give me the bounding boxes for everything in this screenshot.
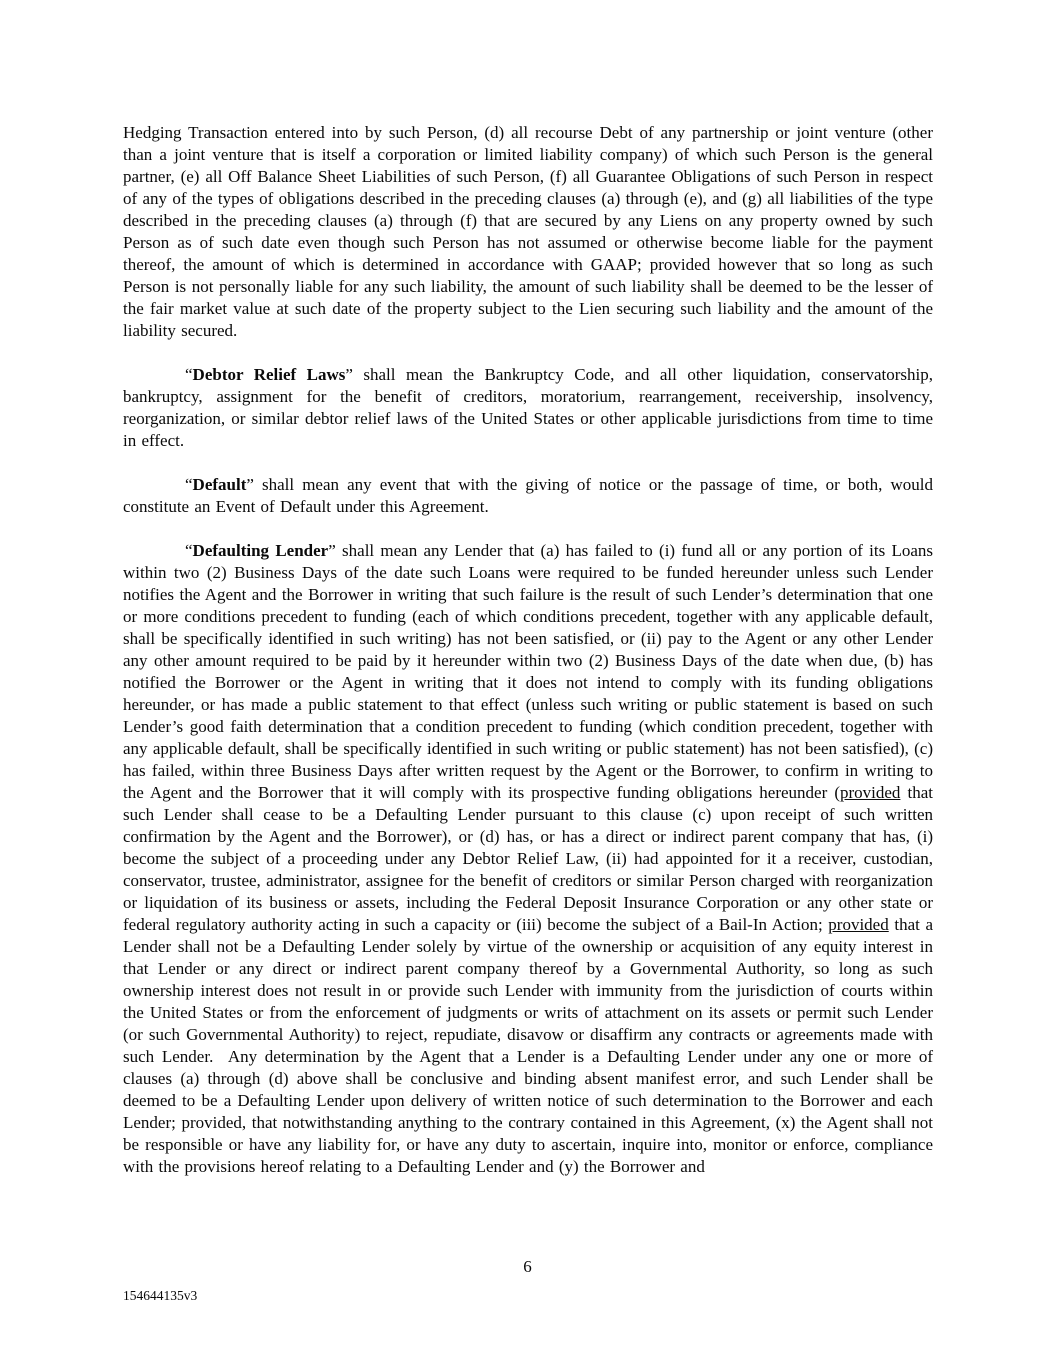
paragraph [123, 474, 933, 518]
paragraph [123, 122, 933, 342]
body-text: “ [185, 541, 193, 560]
underlined-text: provided [828, 915, 889, 934]
body-text: “ [185, 475, 193, 494]
underlined-text: provided [839, 783, 901, 802]
page-number: 6 [523, 1257, 532, 1276]
body-text: that a Lender shall not be a Defaulting Lender solely by virtue of the ownership or acquisition of any equity interest in that Lender or any direct or indirect parent company thereof by a Governmental Authority, so long as such ownership interest does not result in or provide such Lender with immunity from the jurisdiction of courts within the United States or from the enforcement of judgments or writs of attachment on its assets or permit such Lender (or such Governmental Authority) to reject, repudiate, disavow or disaffirm any contracts or agreements made with such Lender. Any determination by the Agent that a Lender is a Defaulting Lender under any one or more of clauses (a) through (d) above shall be conclusive and binding absent manifest error, and such Lender shall be deemed to be a Defaulting Lender upon delivery of written notice of such determination to the Borrower and each Lender; provided, that notwithstanding anything to the contrary contained in this Agreement, (x) the Agent shall not be responsible or have any liability for, or have any duty to ascertain, inquire into, monitor or enforce, compliance with the provisions hereof relating to a Defaulting Lender and (y) the Borrower and [123, 915, 933, 1176]
body-text: ” shall mean the Bankruptcy Code, and all other liquidation, conservatorship, bankruptcy, assignment for the benefit of creditors, moratorium, rearrangement, receivership, insolvency, reorganization, or similar debtor relief laws of the United States or other applicable jurisdictions from time to time in effect. [123, 365, 933, 450]
body-text: ” shall mean any event that with the giving of notice or the passage of time, or both, would constitute an Event of Default under this Agreement. [123, 475, 933, 516]
defined-term: Defaulting Lender [192, 541, 329, 560]
body-text: “ [185, 365, 193, 384]
paragraph [123, 364, 933, 452]
defined-term: Debtor Relief Laws [192, 365, 346, 384]
paragraph [123, 540, 933, 1178]
document-id-footer: 154644135v3 [123, 1288, 198, 1303]
body-text: ” shall mean any Lender that (a) has failed to (i) fund all or any portion of its Loans within two (2) Business Days of the date such Loans were required to be funded hereunder unless such Lender notifies the Agent and the Borrower in writing that such failure is the result of such Lender’s determination that one or more conditions precedent to funding (each of which conditions precedent, together with any applicable default, shall be specifically identified in such writing) has not been satisfied, or (ii) pay to the Agent or any other Lender any other amount required to be paid by it hereunder within two (2) Business Days of the date when due, (b) has notified the Borrower or the Agent in writing that it does not intend to comply with its funding obligations hereunder, or has made a public statement to that effect (unless such writing or public statement is based on such Lender’s good faith determination that a condition precedent to funding (which condition precedent, together with any applicable default, shall be specifically identified in such writing or public statement) has not been satisfied), (c) has failed, within three Business Days after written request by the Agent or the Borrower, to confirm in writing to the Agent and the Borrower that it will comply with its prospective funding obligations hereunder ( [123, 541, 934, 802]
body-text: Hedging Transaction entered into by such Person, (d) all recourse Debt of any partnership or joint venture (other than a joint venture that is itself a corporation or limited liability company) of which such Person is the general partner, (e) all Off Balance Sheet Liabilities of such Person, (f) all Guarantee Obligations of such Person in respect of any of the types of obligations described in the preceding clauses (a) through (e), and (g) all liabilities of the type described in the preceding clauses (a) through (f) that are secured by any Liens on any property owned by such Person as of such date even though such Person has not assumed or otherwise become liable for the payment thereof, the amount of which is determined in accordance with GAAP; provided however that so long as such Person is not personally liable for any such liability, the amount of such liability shall be deemed to be the lesser of the fair market value at such date of the property subject to the Lien securing such liability and the amount of the liability secured. [123, 123, 933, 340]
defined-term: Default [192, 475, 247, 494]
document-body [123, 122, 933, 1200]
body-text: that such Lender shall cease to be a Defaulting Lender pursuant to this clause (c) upon receipt of such written confirmation by the Agent and the Borrower), or (d) has, or has a direct or indirect parent company that has, (i) become the subject of a proceeding under any Debtor Relief Law, (ii) had appointed for it a receiver, custodian, conservator, trustee, administrator, assignee for the benefit of creditors or similar Person charged with reorganization or liquidation of its business or assets, including the Federal Deposit Insurance Corporation or any other state or federal regulatory authority acting in such a capacity or (iii) become the subject of a Bail-In Action; [123, 783, 933, 934]
